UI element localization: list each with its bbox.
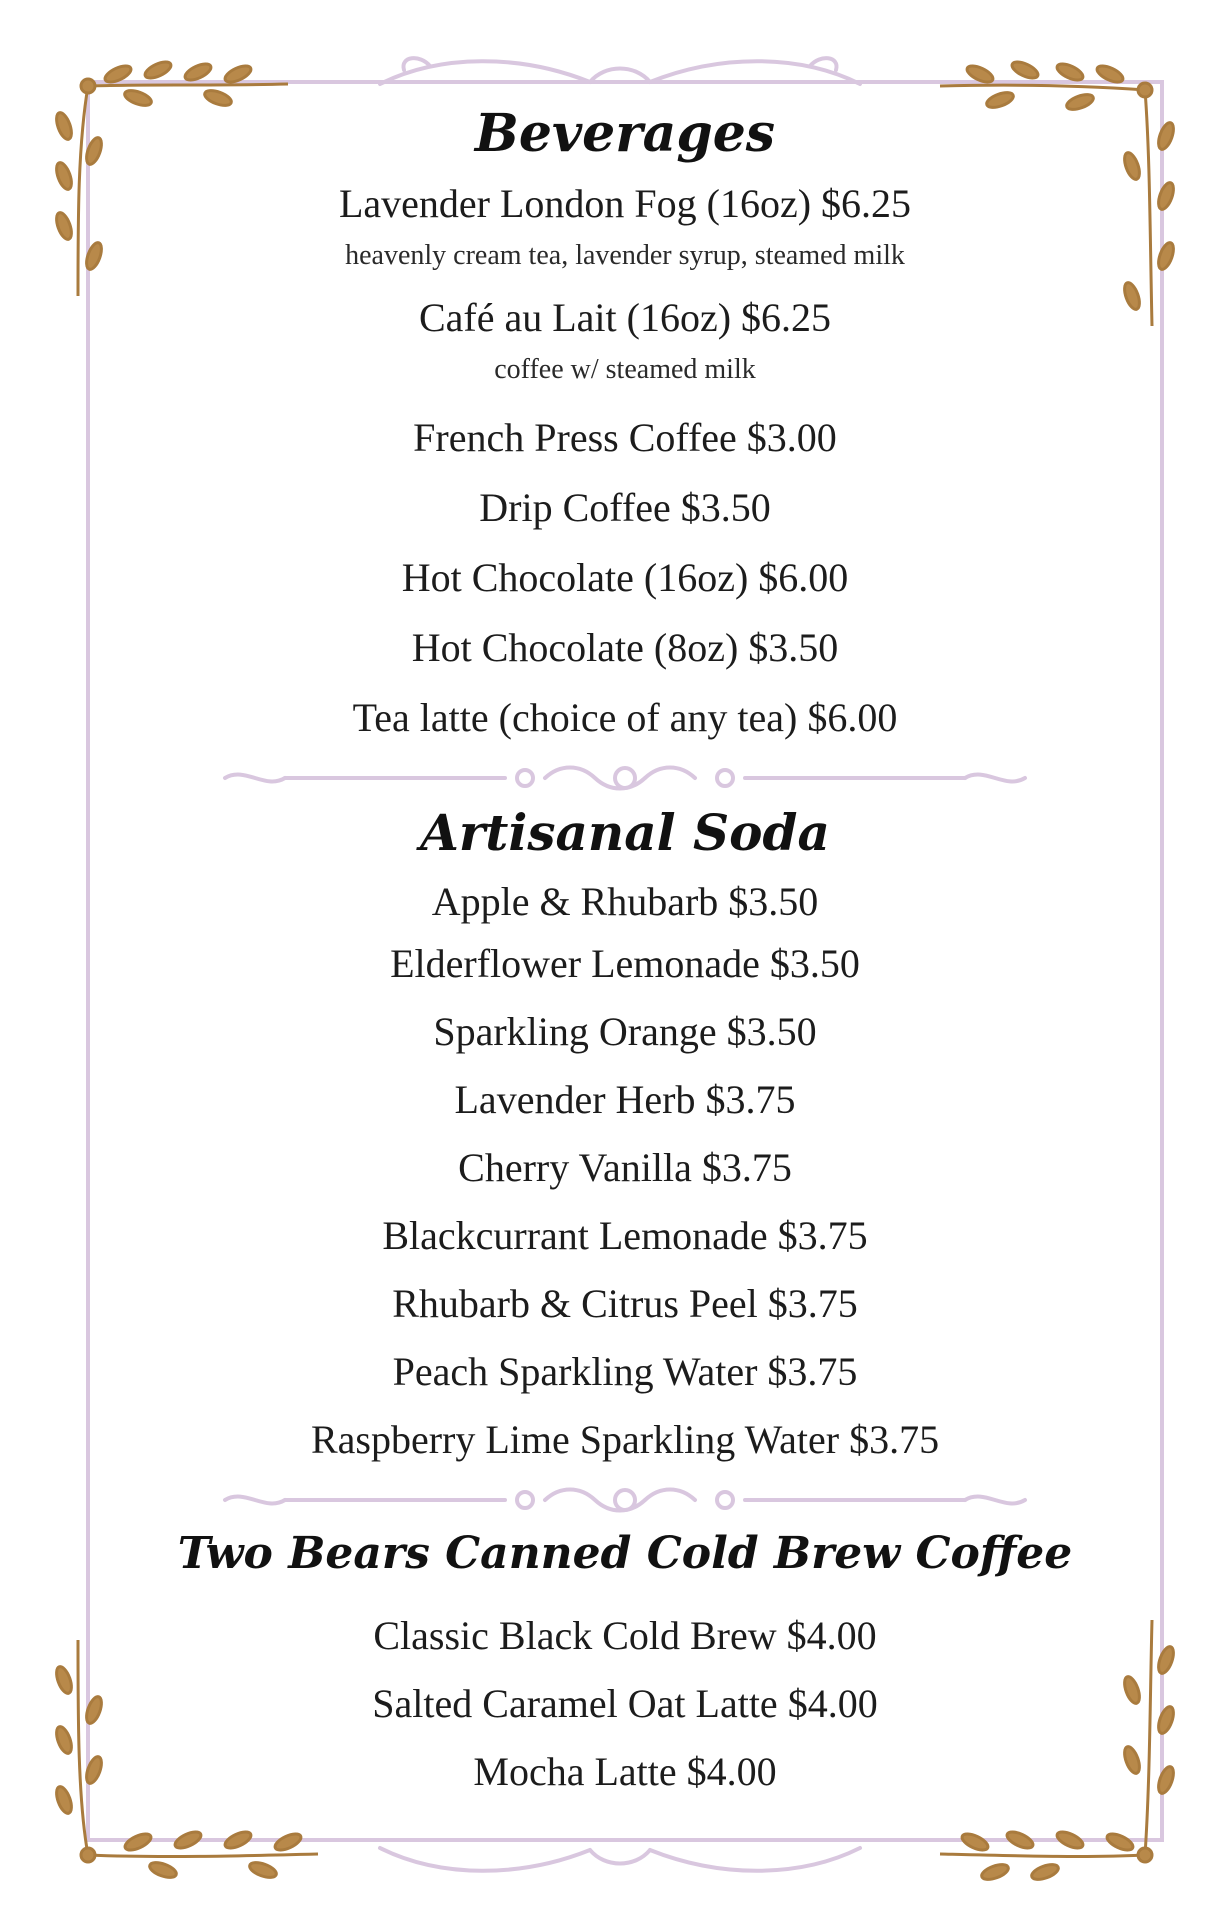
menu-item-hot-chocolate-8oz: Hot Chocolate (8oz) $3.50 xyxy=(411,625,839,670)
menu-item-classic-black-cold-brew: Classic Black Cold Brew $4.00 xyxy=(373,1613,877,1658)
menu-item-drip-coffee: Drip Coffee $3.50 xyxy=(479,485,771,530)
menu-item-raspberry-lime-sparkling-water: Raspberry Lime Sparkling Water $3.75 xyxy=(310,1417,940,1462)
section-title-artisanal-soda: Artisanal Soda xyxy=(420,803,830,862)
section-title-cold-brew: Two Bears Canned Cold Brew Coffee xyxy=(177,1528,1073,1579)
scroll-divider-icon xyxy=(215,760,1035,796)
menu-item-cherry-vanilla: Cherry Vanilla $3.75 xyxy=(458,1145,792,1190)
menu-item-tea-latte: Tea latte (choice of any tea) $6.00 xyxy=(352,695,898,740)
menu-item-description: heavenly cream tea, lavender syrup, steamed milk xyxy=(345,240,905,271)
menu-item-cafe-au-lait: Café au Lait (16oz) $6.25 xyxy=(418,295,832,340)
menu-content xyxy=(90,90,1160,1792)
menu-item-lavender-herb: Lavender Herb $3.75 xyxy=(454,1077,796,1122)
flourish-bottom-icon xyxy=(360,1828,880,1888)
menu-item-apple-rhubarb: Apple & Rhubarb $3.50 xyxy=(431,879,819,924)
menu-item-sparkling-orange: Sparkling Orange $3.50 xyxy=(433,1009,817,1054)
menu-item-description: coffee w/ steamed milk xyxy=(494,354,756,385)
menu-item-salted-caramel-oat-latte: Salted Caramel Oat Latte $4.00 xyxy=(372,1681,878,1726)
menu-item-mocha-latte: Mocha Latte $4.00 xyxy=(473,1749,777,1794)
menu-item-peach-sparkling-water: Peach Sparkling Water $3.75 xyxy=(392,1349,858,1394)
menu-item-hot-chocolate-16oz: Hot Chocolate (16oz) $6.00 xyxy=(401,555,849,600)
menu-item-elderflower-lemonade: Elderflower Lemonade $3.50 xyxy=(390,941,860,986)
menu-item-french-press-coffee: French Press Coffee $3.00 xyxy=(413,415,837,460)
menu-item-rhubarb-citrus-peel: Rhubarb & Citrus Peel $3.75 xyxy=(392,1281,858,1326)
scroll-divider-icon xyxy=(215,1482,1035,1518)
menu-item-lavender-london-fog: Lavender London Fog (16oz) $6.25 xyxy=(338,181,912,226)
section-title-beverages: Beverages xyxy=(474,103,776,164)
menu-item-blackcurrant-lemonade: Blackcurrant Lemonade $3.75 xyxy=(382,1213,868,1258)
